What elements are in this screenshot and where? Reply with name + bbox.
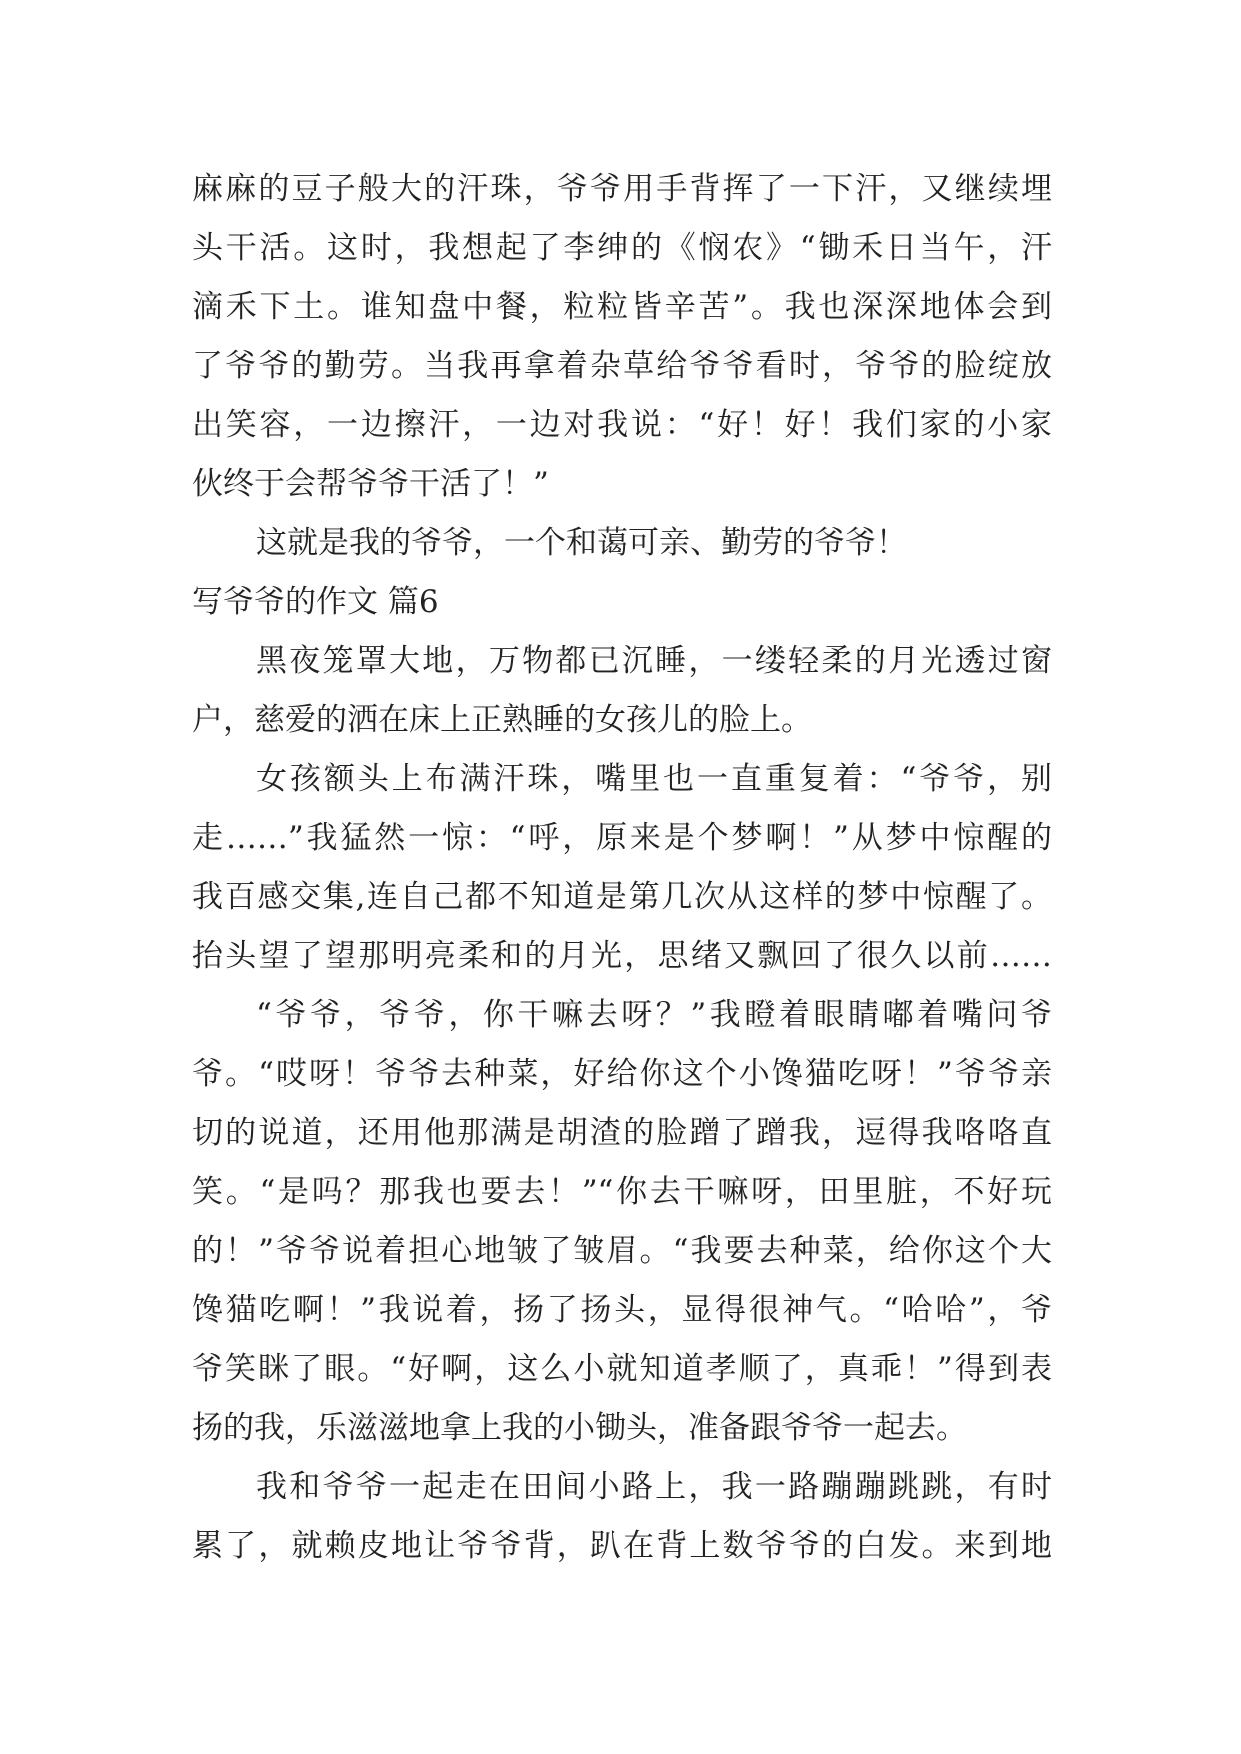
text-line: 抬头望了望那明亮柔和的月光，思绪又飘回了很久以前…… bbox=[192, 938, 1052, 974]
text-line: 切的说道，还用他那满是胡渣的脸蹭了蹭我，逗得我咯咯直 bbox=[192, 1115, 1052, 1151]
text-line: 女孩额头上布满汗珠，嘴里也一直重复着：“爷爷，别 bbox=[256, 761, 1052, 797]
text-line: 出笑容，一边擦汗，一边对我说：“好！好！我们家的小家 bbox=[192, 407, 1052, 443]
text-line: 爷。“哎呀！爷爷去种菜，好给你这个小馋猫吃呀！”爷爷亲 bbox=[192, 1056, 1052, 1092]
section-heading: 写爷爷的作文 篇6 bbox=[192, 584, 439, 620]
text-line: 的！”爷爷说着担心地皱了皱眉。“我要去种菜，给你这个大 bbox=[192, 1233, 1052, 1269]
text-line: 扬的我，乐滋滋地拿上我的小锄头，准备跟爷爷一起去。 bbox=[192, 1410, 967, 1446]
text-line: 麻麻的豆子般大的汗珠，爷爷用手背挥了一下汗，又继续埋 bbox=[192, 171, 1052, 207]
text-line: 笑。“是吗？那我也要去！”“你去干嘛呀，田里脏，不好玩 bbox=[192, 1174, 1052, 1210]
text-line: 伙终于会帮爷爷干活了！” bbox=[192, 466, 549, 502]
text-line: 我和爷爷一起走在田间小路上，我一路蹦蹦跳跳，有时 bbox=[256, 1469, 1052, 1505]
text-line: 黑夜笼罩大地，万物都已沉睡，一缕轻柔的月光透过窗 bbox=[256, 643, 1052, 679]
text-line: 这就是我的爷爷，一个和蔼可亲、勤劳的爷爷！ bbox=[256, 525, 907, 561]
text-line: 爷笑眯了眼。“好啊，这么小就知道孝顺了，真乖！”得到表 bbox=[192, 1351, 1052, 1387]
text-line: 滴禾下土。谁知盘中餐，粒粒皆辛苦”。我也深深地体会到 bbox=[192, 289, 1052, 325]
text-line: 了爷爷的勤劳。当我再拿着杂草给爷爷看时，爷爷的脸绽放 bbox=[192, 348, 1052, 384]
text-line: 馋猫吃啊！”我说着，扬了扬头，显得很神气。“哈哈”，爷 bbox=[192, 1292, 1052, 1328]
text-line: “爷爷，爷爷，你干嘛去呀？”我瞪着眼睛嘟着嘴问爷 bbox=[256, 997, 1052, 1033]
text-line: 我百感交集,连自己都不知道是第几次从这样的梦中惊醒了。 bbox=[192, 879, 1052, 915]
text-line: 累了，就赖皮地让爷爷背，趴在背上数爷爷的白发。来到地 bbox=[192, 1528, 1052, 1564]
document-body bbox=[192, 160, 1052, 1576]
text-line: 户，慈爱的洒在床上正熟睡的女孩儿的脸上。 bbox=[192, 702, 812, 738]
text-line: 走……”我猛然一惊：“呼，原来是个梦啊！”从梦中惊醒的 bbox=[192, 820, 1052, 856]
text-line: 头干活。这时，我想起了李绅的《悯农》“锄禾日当午，汗 bbox=[192, 230, 1052, 266]
